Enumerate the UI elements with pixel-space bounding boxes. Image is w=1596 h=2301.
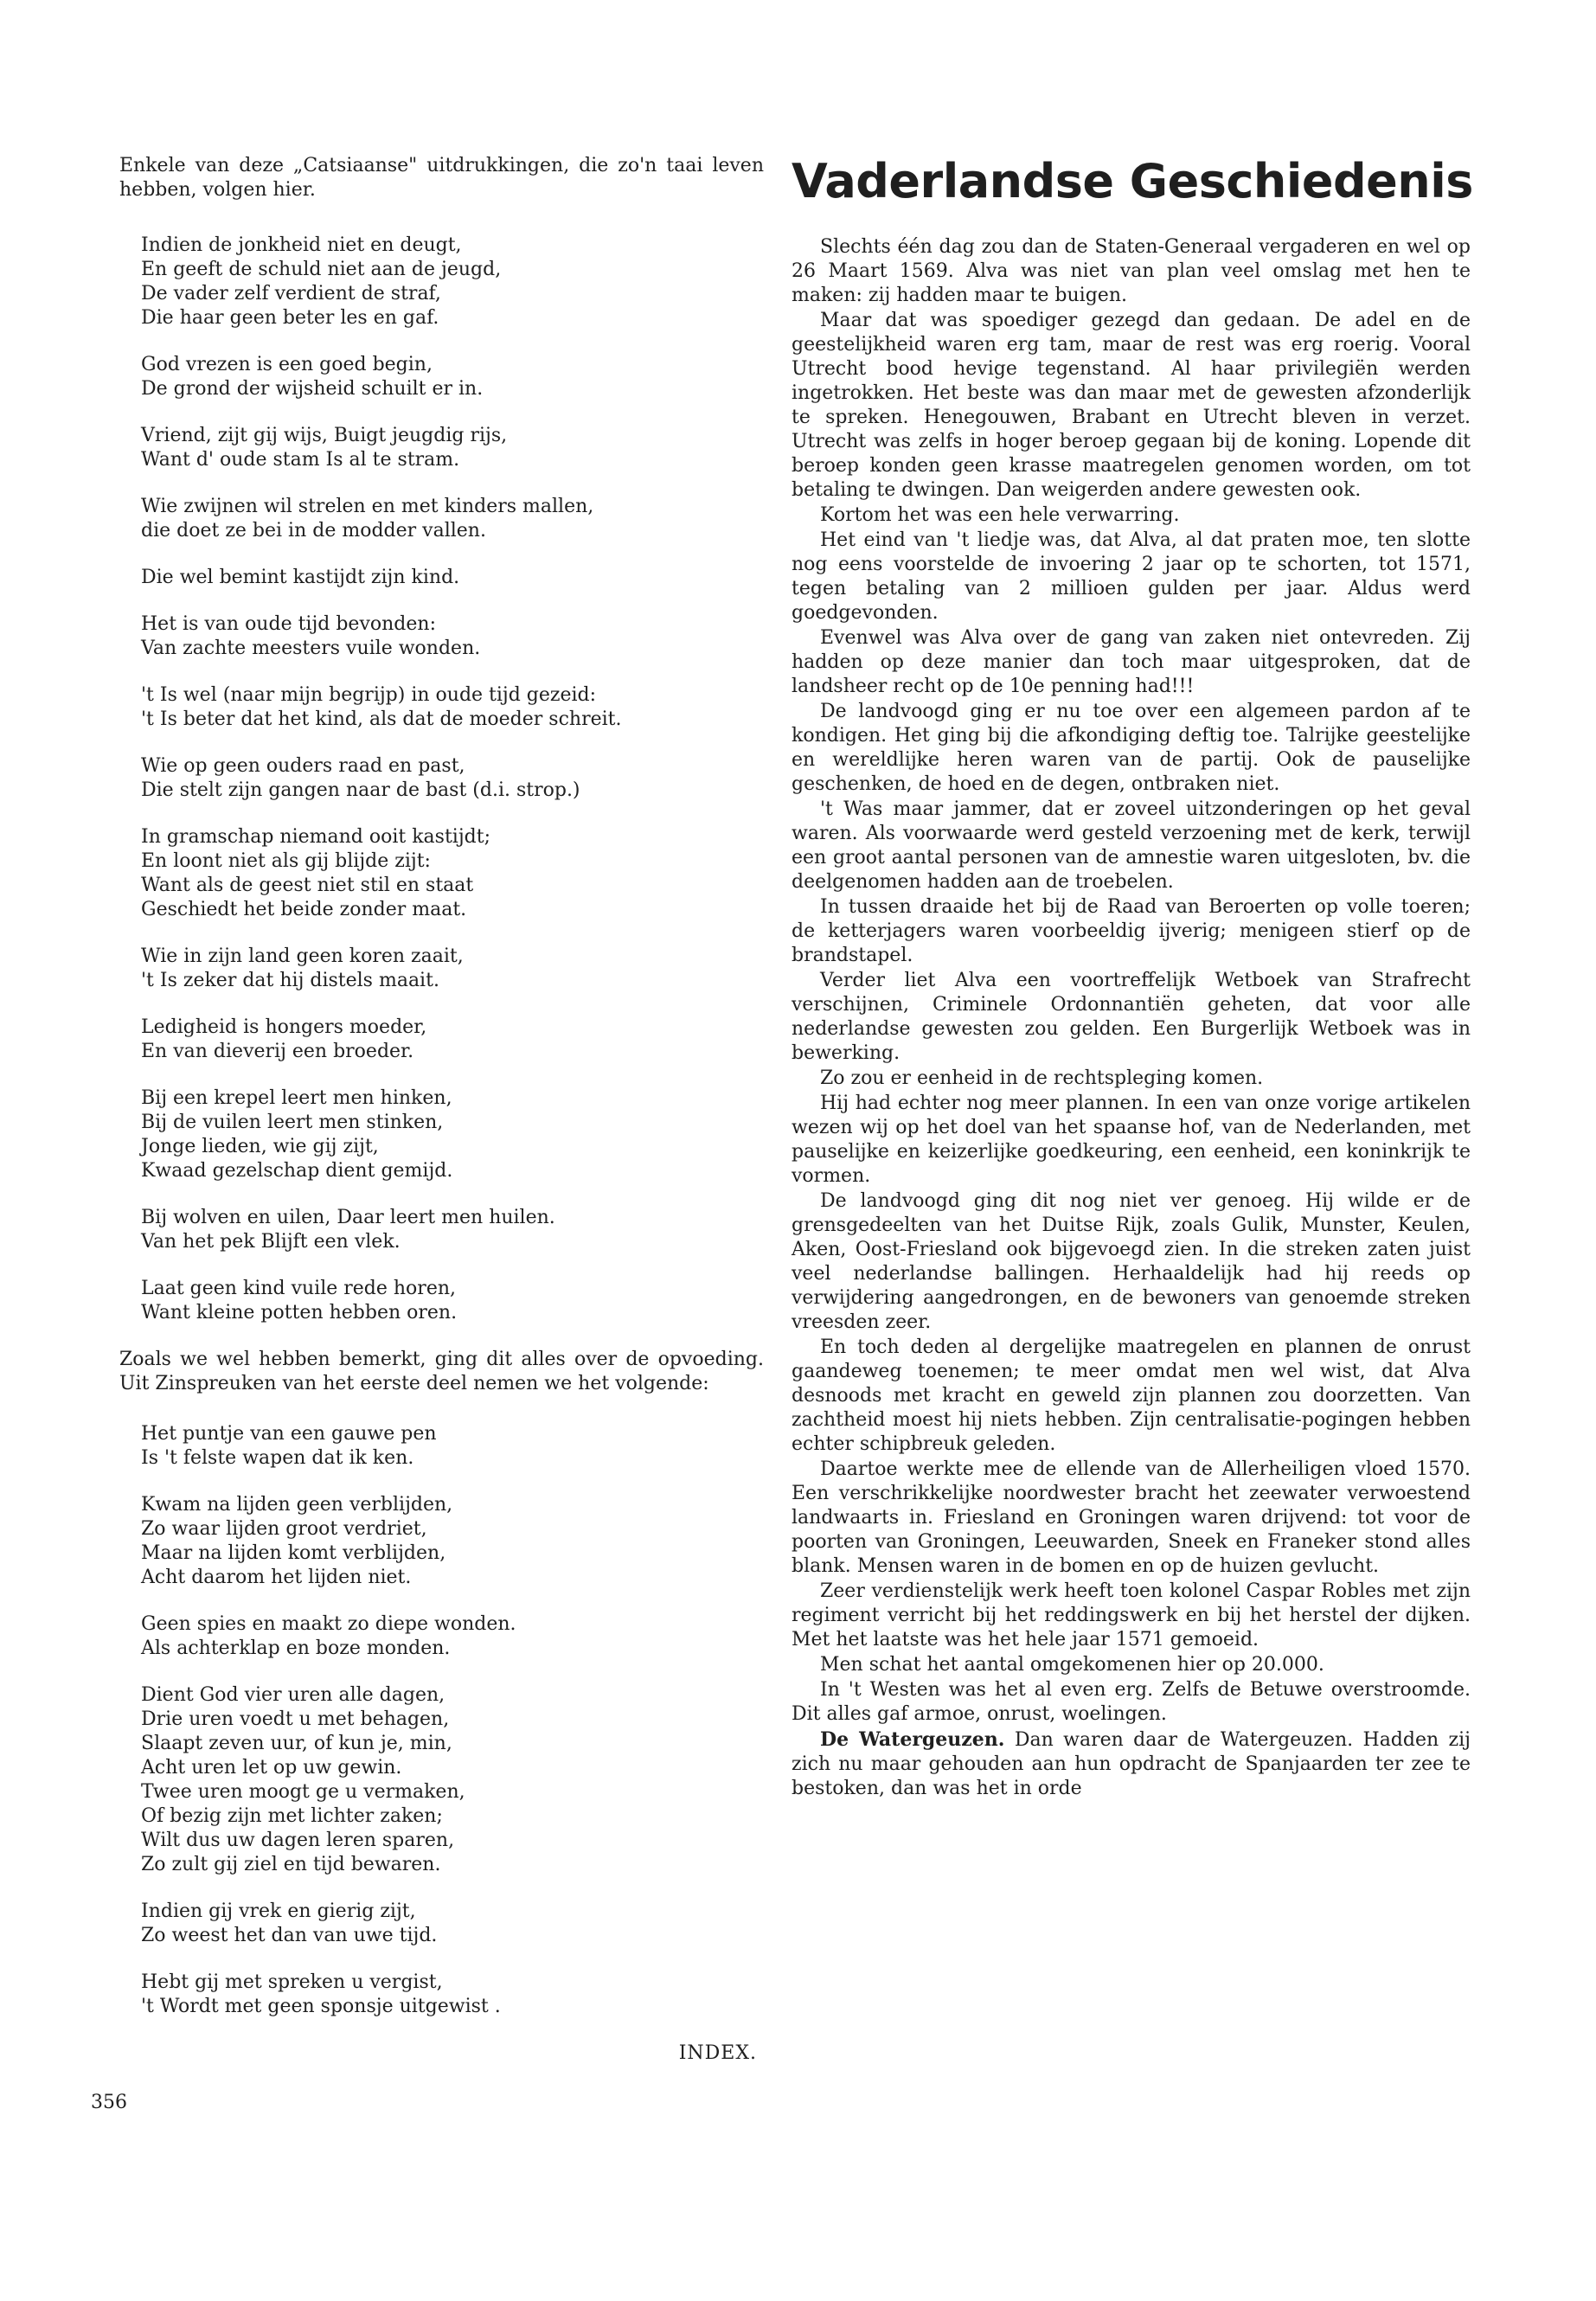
- article-paragraph: [792, 626, 1471, 699]
- verse-line: In gramschap niemand ooit kastijdt;: [141, 826, 490, 848]
- verse-line: Wie zwijnen wil strelen en met kinders mallen,: [141, 496, 594, 517]
- proverb-stanza: [141, 495, 764, 543]
- paragraph-lead: De Watergeuzen.: [820, 1728, 1005, 1751]
- verse-line: Indien gij vrek en gierig zijt,: [141, 1900, 416, 1922]
- paragraph-text: Zo zou er eenheid in de rechtspleging komen.: [820, 1067, 1264, 1089]
- verse-line: Als achterklap en boze monden.: [141, 1638, 451, 1659]
- proverb-stanza: [141, 1971, 764, 2019]
- paragraph-text: Kortom het was een hele verwarring.: [820, 504, 1180, 526]
- article-body: [792, 235, 1471, 1801]
- verse-line: Het puntje van een gauwe pen: [141, 1423, 437, 1445]
- verse-line: Is 't felste wapen dat ik ken.: [141, 1447, 414, 1469]
- verse-line: Laat geen kind vuile rede horen,: [141, 1278, 456, 1299]
- paragraph-text: En toch deden al dergelijke maatregelen en plannen de onrust gaandeweg toenemen; te meer omdat men wel wist, dat Alva desnoods met kracht en geweld zijn plannen zou doorzetten. Van zachtheid moest hij niets hebben. Zijn centralisatie-pogingen hebben echter schipbreuk geleden.: [792, 1336, 1471, 1455]
- proverb-stanza: [141, 1900, 764, 1948]
- verse-line: Jonge lieden, wie gij zijt,: [141, 1136, 379, 1157]
- right-column: [792, 154, 1471, 1802]
- verse-line: 't Is beter dat het kind, als dat de moeder schreit.: [141, 708, 622, 730]
- article-paragraph: [792, 1580, 1471, 1652]
- verse-line: Geen spies en maakt zo diepe wonden.: [141, 1613, 516, 1635]
- transition-paragraph: Zoals we wel hebben bemerkt, ging dit alles over de opvoeding. Uit Zinspreuken van het eerste deel nemen we het volgende:: [119, 1349, 764, 1394]
- article-heading: Vaderlandse Geschiedenis: [792, 154, 1473, 208]
- proverb-stanza: [141, 353, 764, 401]
- paragraph-text: Men schat het aantal omgekomenen hier op 20.000.: [820, 1654, 1324, 1676]
- paragraph-text: De landvoogd ging er nu toe over een algemeen pardon af te kondigen. Het ging bij die afkondiging deftig toe. Talrijke geestelijke en wereldlijke heren waren van de partij. Ook de pauselijke geschenken, de hoed en de degen, ontbraken niet.: [792, 701, 1471, 795]
- article-paragraph: [792, 235, 1471, 308]
- paragraph-text: Dan waren daar de Watergeuzen. Hadden zij zich nu maar gehouden aan hun opdracht de Spanjaarden ter zee te bestoken, dan was het in orde: [792, 1729, 1471, 1799]
- article-paragraph: [792, 1189, 1471, 1335]
- verse-line: Drie uren voedt u met behagen,: [141, 1708, 450, 1730]
- proverb-stanza: [141, 566, 764, 590]
- paragraph-text: Het eind van 't liedje was, dat Alva, al dat praten moe, ten slotte nog eens voorstelde de invoering 2 jaar op te schorten, tot 1571, tegen betaling van 2 millioen gulden per jaar. Aldus werd goedgevonden.: [792, 529, 1471, 624]
- article-paragraph: [792, 1727, 1471, 1801]
- verse-line: die doet ze bei in de modder vallen.: [141, 520, 486, 542]
- page-number: 356: [91, 2092, 127, 2113]
- article-paragraph: [792, 1092, 1471, 1189]
- proverb-stanza: [141, 754, 764, 803]
- proverb-stanza: [141, 825, 764, 922]
- verse-line: Bij wolven en uilen, Daar leert men huilen.: [141, 1207, 555, 1228]
- verse-line: Zo zult gij ziel en tijd bewaren.: [141, 1854, 441, 1875]
- verse-line: Hebt gij met spreken u vergist,: [141, 1971, 443, 1993]
- verse-line: Vriend, zijt gij wijs, Buigt jeugdig rijs,: [141, 425, 508, 446]
- verse-line: Kwaad gezelschap dient gemijd.: [141, 1160, 453, 1182]
- proverb-stanza: [141, 1086, 764, 1183]
- verse-line: Of bezig zijn met lichter zaken;: [141, 1805, 443, 1827]
- verse-line: Bij een krepel leert men hinken,: [141, 1087, 452, 1109]
- paragraph-text: Evenwel was Alva over de gang van zaken niet ontevreden. Zij hadden op deze manier dan toch maar uitgesproken, dat de landsheer recht op de 10e penning had!!!: [792, 627, 1471, 697]
- verse-line: Want als de geest niet stil en staat: [141, 875, 474, 896]
- article-paragraph: [792, 1653, 1471, 1677]
- verse-line: Want kleine potten hebben oren.: [141, 1302, 458, 1324]
- article-paragraph: [792, 503, 1471, 528]
- article-paragraph: [792, 1067, 1471, 1091]
- proverb-stanza: [141, 1277, 764, 1325]
- proverb-stanza: [141, 1612, 764, 1661]
- proverb-stanza: [141, 424, 764, 472]
- proverb-stanza: [141, 234, 764, 330]
- paragraph-text: In tussen draaide het bij de Raad van Beroerten op volle toeren; de ketterjagers waren voorbeeldig ijverig; menigeen stierf op de brandstapel.: [792, 896, 1471, 966]
- verse-line: Wie op geen ouders raad en past,: [141, 755, 465, 777]
- left-column: [119, 154, 764, 2066]
- article-paragraph: [792, 700, 1471, 797]
- paragraph-text: Daartoe werkte mee de ellende van de Allerheiligen vloed 1570. Een verschrikkelijke noordwester bracht het zeewater verwoestend landwaarts in. Friesland en Groningen waren drijvend: tot voor de poorten van Groningen, Leeuwarden, Sneek en Franeker stond alles blank. Mensen waren in de bomen en op de huizen gevlucht.: [792, 1458, 1471, 1577]
- verse-line: Wilt dus uw dagen leren sparen,: [141, 1830, 455, 1851]
- verse-line: Van het pek Blijft een vlek.: [141, 1231, 401, 1253]
- article-paragraph: [792, 1458, 1471, 1579]
- proverb-stanza: [141, 1422, 764, 1471]
- proverbs-part-2: [119, 1422, 764, 2019]
- proverbs-part-1: [119, 234, 764, 1325]
- proverb-stanza: [141, 683, 764, 732]
- verse-line: En geeft de schuld niet aan de jeugd,: [141, 259, 502, 280]
- verse-line: Zo weest het dan van uwe tijd.: [141, 1925, 438, 1946]
- paragraph-text: Maar dat was spoediger gezegd dan gedaan. De adel en de geestelijkheid waren erg tam, maar de rest was erg roerig. Vooral Utrecht bood hevige tegenstand. Al haar privilegiën werden ingetrokken. Het beste was dan maar met de gewesten afzonderlijk te spreken. Henegouwen, Brabant en Utrecht bleven in verzet. Utrecht was zelfs in hoger beroep gegaan bij de koning. Lopende dit beroep konden geen krasse maatregelen genomen worden, om tot betaling te dwingen. Dan weigerden andere gewesten ook.: [792, 310, 1471, 501]
- paragraph-text: Slechts één dag zou dan de Staten-Generaal vergaderen en wel op 26 Maart 1569. Alva was niet van plan veel omslag met hen te maken: zij hadden maar te buigen.: [792, 236, 1471, 306]
- paragraph-text: De landvoogd ging dit nog niet ver genoeg. Hij wilde er de grensgedeelten van het Duitse Rijk, zoals Gulik, Munster, Keulen, Aken, Oost-Friesland ook bijgevoegd zien. In die streken zaten juist veel nederlandse ballingen. Herhaaldelijk had hij reeds op verwijdering aangedrongen, en de bewoners van genoemde streken vreesden zeer.: [792, 1190, 1471, 1333]
- verse-line: Dient God vier uren alle dagen,: [141, 1684, 445, 1706]
- article-paragraph: [792, 309, 1471, 503]
- article-paragraph: [792, 529, 1471, 625]
- verse-line: Acht daarom het lijden niet.: [141, 1567, 412, 1588]
- verse-line: De grond der wijsheid schuilt er in.: [141, 378, 484, 400]
- verse-line: Maar na lijden komt verblijden,: [141, 1542, 446, 1564]
- paragraph-text: Hij had echter nog meer plannen. In een van onze vorige artikelen wezen wij op het doel van het spaanse hof, van de Nederlanden, met pauselijke en keizerlijke goedkeuring, een eenheid, een koninkrijk te vormen.: [792, 1093, 1471, 1187]
- verse-line: Het is van oude tijd bevonden:: [141, 613, 436, 635]
- proverb-stanza: [141, 1206, 764, 1254]
- verse-line: Die haar geen beter les en gaf.: [141, 307, 439, 329]
- proverb-stanza: [141, 1493, 764, 1590]
- verse-line: Ledigheid is hongers moeder,: [141, 1016, 427, 1038]
- proverb-stanza: [141, 945, 764, 993]
- paragraph-text: Zeer verdienstelijk werk heeft toen kolonel Caspar Robles met zijn regiment verricht bij het reddingswerk en bij het herstel der dijken. Met het laatste was het hele jaar 1571 gemoeid.: [792, 1580, 1471, 1650]
- article-paragraph: [792, 798, 1471, 894]
- verse-line: Die stelt zijn gangen naar de bast (d.i. strop.): [141, 779, 580, 801]
- verse-line: 't Wordt met geen sponsje uitgewist .: [141, 1996, 501, 2017]
- verse-line: De vader zelf verdient de straf,: [141, 283, 441, 304]
- proverb-stanza: [141, 1683, 764, 1877]
- verse-line: Die wel bemint kastijdt zijn kind.: [141, 567, 460, 588]
- verse-line: Van zachte meesters vuile wonden.: [141, 638, 481, 659]
- paragraph-text: In 't Westen was het al even erg. Zelfs de Betuwe overstroomde. Dit alles gaf armoe, onrust, woelingen.: [792, 1679, 1471, 1725]
- verse-line: Bij de vuilen leert men stinken,: [141, 1112, 444, 1133]
- verse-line: Indien de jonkheid niet en deugt,: [141, 234, 462, 256]
- verse-line: En van dieverij een broeder.: [141, 1041, 414, 1062]
- proverb-stanza: [141, 1016, 764, 1064]
- verse-line: Kwam na lijden geen verblijden,: [141, 1494, 453, 1516]
- verse-line: 't Is zeker dat hij distels maait.: [141, 970, 439, 991]
- paragraph-text: 't Was maar jammer, dat er zoveel uitzonderingen op het geval waren. Als voorwaarde werd gesteld verzoening met de kerk, terwijl een groot aantal personen van de amnestie waren uitgesloten, bv. die deelgenomen hadden aan de troebelen.: [792, 798, 1471, 893]
- verse-line: God vrezen is een goed begin,: [141, 354, 433, 375]
- verse-line: 't Is wel (naar mijn begrijp) in oude tijd gezeid:: [141, 684, 597, 706]
- verse-line: En loont niet als gij blijde zijt:: [141, 850, 431, 872]
- verse-line: Acht uren let op uw gewin.: [141, 1757, 402, 1779]
- verse-line: Wie in zijn land geen koren zaait,: [141, 945, 464, 967]
- verse-line: Zo waar lijden groot verdriet,: [141, 1518, 427, 1540]
- author-signature: INDEX.: [678, 2042, 757, 2064]
- paragraph-text: Verder liet Alva een voortreffelijk Wetboek van Strafrecht verschijnen, Criminele Ordonnantiën geheten, dat voor alle nederlandse gewesten zou gelden. Een Burgerlijk Wetboek was in bewerking.: [792, 970, 1471, 1064]
- verse-line: Twee uren moogt ge u vermaken,: [141, 1781, 465, 1803]
- proverb-stanza: [141, 612, 764, 661]
- intro-paragraph: Enkele van deze „Catsiaanse" uitdrukkingen, die zo'n taai leven hebben, volgen hier.: [119, 155, 764, 201]
- verse-line: Geschiedt het beide zonder maat.: [141, 899, 467, 920]
- verse-line: Slaapt zeven uur, of kun je, min,: [141, 1733, 452, 1754]
- article-paragraph: [792, 1678, 1471, 1727]
- article-paragraph: [792, 1336, 1471, 1457]
- verse-line: Want d' oude stam Is al te stram.: [141, 449, 460, 471]
- article-paragraph: [792, 895, 1471, 968]
- article-paragraph: [792, 969, 1471, 1066]
